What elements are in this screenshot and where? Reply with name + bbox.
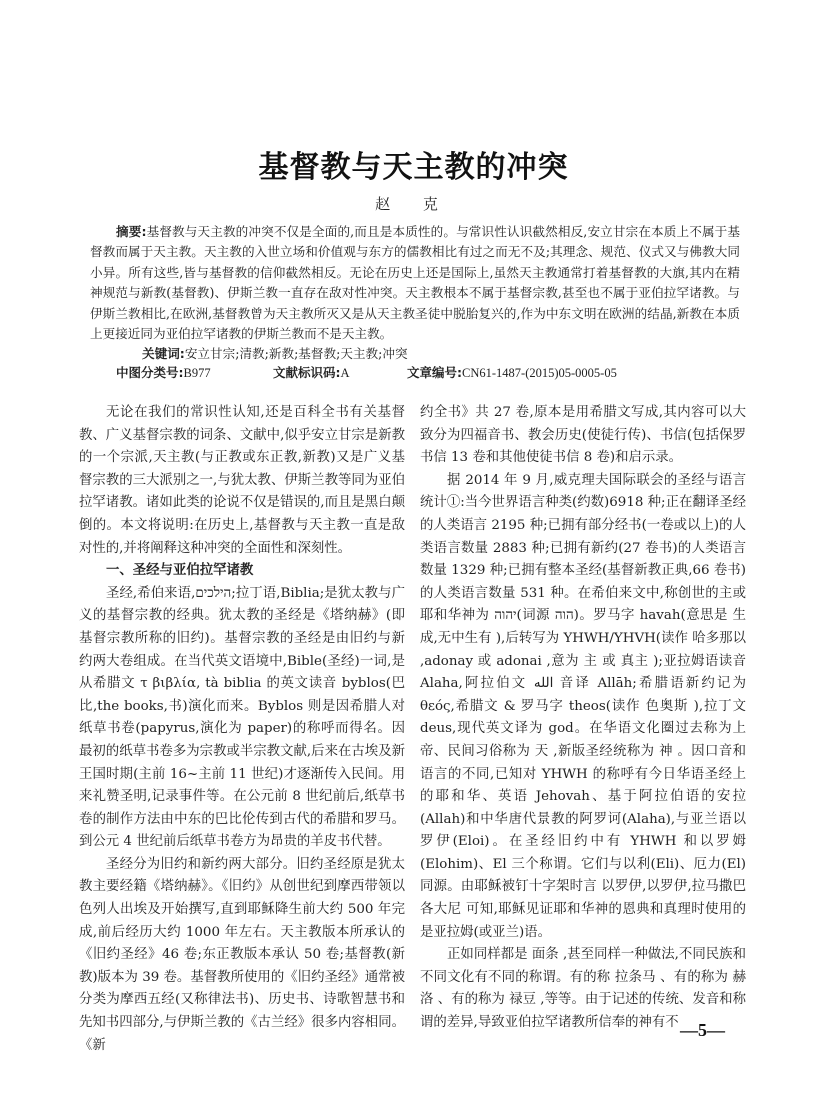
body-paragraph: 约全书》共 27 卷,原本是用希腊文写成,其内容可以大致分为四福音书、教会历史(使徒行传)、书信(包括保罗书信 13 卷和其他使徒书信 8 卷)和启示录。 bbox=[420, 405, 746, 466]
keywords-line bbox=[90, 344, 740, 364]
abstract-label: 摘要: bbox=[116, 224, 147, 239]
keywords-label: 关键词: bbox=[142, 346, 185, 362]
article-no-value: CN61-1487-(2015)05-0005-05 bbox=[462, 366, 617, 380]
page-number: —5— bbox=[680, 1020, 725, 1040]
abstract-block bbox=[90, 222, 740, 365]
document-code bbox=[273, 363, 407, 381]
body-paragraph: 正如同样都是 面条 ,甚至同样一种做法,不同民族和不同文化有不同的称谓。有的称 拉条马 、有的称为 赫洛 、有的称为 禄豆 ,等等。由于记述的传统、发音和称谓的差异,导致亚伯拉罕诸教所信奉的神有不 bbox=[420, 947, 746, 1031]
article-author: 赵 克 bbox=[375, 195, 452, 213]
classification-line bbox=[116, 363, 617, 381]
article-no-label: 文章编号: bbox=[407, 365, 462, 380]
body-column-right bbox=[420, 402, 746, 1035]
body-paragraph: 圣经分为旧约和新约两大部分。旧约圣经原是犹太教主要经籍《塔纳赫》。《旧约》从创世纪到摩西带领以色列人出埃及开始撰写,直到耶稣降生前大约 500 年完成,前后经历大约 1000 年左右。天主教版本所承认的《旧约圣经》46 卷;东正教版本承认 50 卷;基督教(新教)版本为 39 卷。基督教所使用的《旧约圣经》通常被分类为摩西五经(又称律法书)、历史书、诗歌智慧书和先知书四部分,与伊斯兰教的《古兰经》很多内容相同。《新 bbox=[79, 856, 405, 1053]
body-paragraph: 无论在我们的常识性认知,还是百科全书有关基督教、广义基督宗教的词条、文献中,似乎安立甘宗是新教的一个宗派,天主教(与正教或东正教,新教)又是广义基督宗教的三大派别之一,与犹太教、伊斯兰教等同为亚伯拉罕诸教。诸如此类的论说不仅是错误的,而且是黑白颠倒的。本文将说明:在历史上,基督教与天主教一直是敌对性的,并将阐释这种冲突的全面性和深刻性。 bbox=[79, 405, 405, 556]
article-title: 基督教与天主教的冲突 bbox=[258, 150, 569, 185]
doc-code-value: A bbox=[340, 366, 350, 380]
body-column-left bbox=[79, 402, 405, 1057]
article-number bbox=[407, 363, 617, 381]
clc-code bbox=[116, 363, 273, 381]
clc-label: 中图分类号: bbox=[116, 365, 184, 380]
section-heading: 一、圣经与亚伯拉罕诸教 bbox=[106, 563, 254, 579]
abstract-paragraph bbox=[90, 222, 740, 344]
body-paragraph: 据 2014 年 9 月,威克理夫国际联会的圣经与语言统计①:当今世界语言种类(约数)6918 种;正在翻译圣经的人类语言 2195 种;已拥有部分经书(一卷或以上)的人类语言数量 2883 种;已拥有新约(27 卷书)的人类语言数量 1329 种;已拥有整本圣经(基督新教正典,66 卷书)的人类语言数量 531 种。在希伯来文中,称创世的主或耶和华神为 יהוה(词源 הוה)。罗马字 havah(意思是 生成,无中生有 ),后转写为 YHWH/YHVH(读作 哈多那以 ,adonay 或 adonai ,意为 主 或 真主 );亚拉姆语读音 Alaha,阿拉伯文 الله 音译 Allāh;希腊语新约记为 θεός,希腊文 & 罗马字 theos(读作 色奥斯 ),拉丁文 deus,现代英文译为 god。在华语文化圈过去称为上帝、民间习俗称为 天 ,新版圣经统称为 神 。因口音和语言的不同,已知对 YHWH 的称呼有今日华语圣经上的耶和华、英语 Jehovah、基于阿拉伯语的安拉(Allah)和中华唐代景教的阿罗诃(Alaha),与亚兰语以罗伊(Eloi)。在圣经旧约中有 YHWH 和以罗姆(Elohim)、El 三个称谓。它们与以利(Eli)、厄力(El)同源。由耶稣被钉十字架时言 以罗伊,以罗伊,拉马撒巴各大尼 可知,耶稣见证耶和华神的恩典和真理时使用的是亚拉姆(或亚兰)语。 bbox=[420, 472, 747, 940]
doc-code-label: 文献标识码: bbox=[273, 365, 341, 380]
keywords-text: 安立甘宗;清教;新教;基督教;天主教;冲突 bbox=[184, 346, 408, 362]
body-paragraph: 圣经,希伯来语,הילכים;拉丁语,Biblia;是犹太教与广义的基督宗教的经典。犹太教的圣经是《塔纳赫》(即基督宗教所称的旧约)。基督宗教的圣经是由旧约与新约两大卷组成。在当代英文语境中,Bible(圣经)一词,是从希腊文 τ βιβλία, tà biblia 的英文读音 byblos(巴比,the books,书)演化而来。Byblos 则是因希腊人对纸草书卷(papyrus,演化为 paper)的称呼而得名。因最初的纸草书卷多为宗教或半宗教文献,后来在古埃及新王国时期(主前 16~主前 11 世纪)才逐渐传入民间。用来礼赞圣明,记录事件等。在公元前 8 世纪前后,纸草书卷的制作方法由中东的巴比伦传到古代的希腊和罗马。到公元 4 世纪前后纸草书卷方为昂贵的羊皮书代替。 bbox=[79, 585, 405, 850]
abstract-text: 基督教与天主教的冲突不仅是全面的,而且是本质性的。与常识性认识截然相反,安立甘宗在本质上不属于基督教而属于天主教。天主教的入世立场和价值观与东方的儒教相比有过之而无不及;其理念、规范、仪式又与佛教大同小异。所有这些,皆与基督教的信仰截然相反。无论在历史上还是国际上,虽然天主教通常打着基督教的大旗,其内在精神规范与新教(基督教)、伊斯兰教一直存在敌对性冲突。天主教根本不属于基督宗教,甚至也不属于亚伯拉罕诸教。与伊斯兰教相比,在欧洲,基督教曾为天主教所灭又是从天主教圣徒中脱胎复兴的,作为中东文明在欧洲的结晶,新教在本质上更接近同为亚伯拉罕诸教的伊斯兰教而不是天主教。 bbox=[90, 224, 740, 342]
clc-value: B977 bbox=[183, 366, 211, 380]
